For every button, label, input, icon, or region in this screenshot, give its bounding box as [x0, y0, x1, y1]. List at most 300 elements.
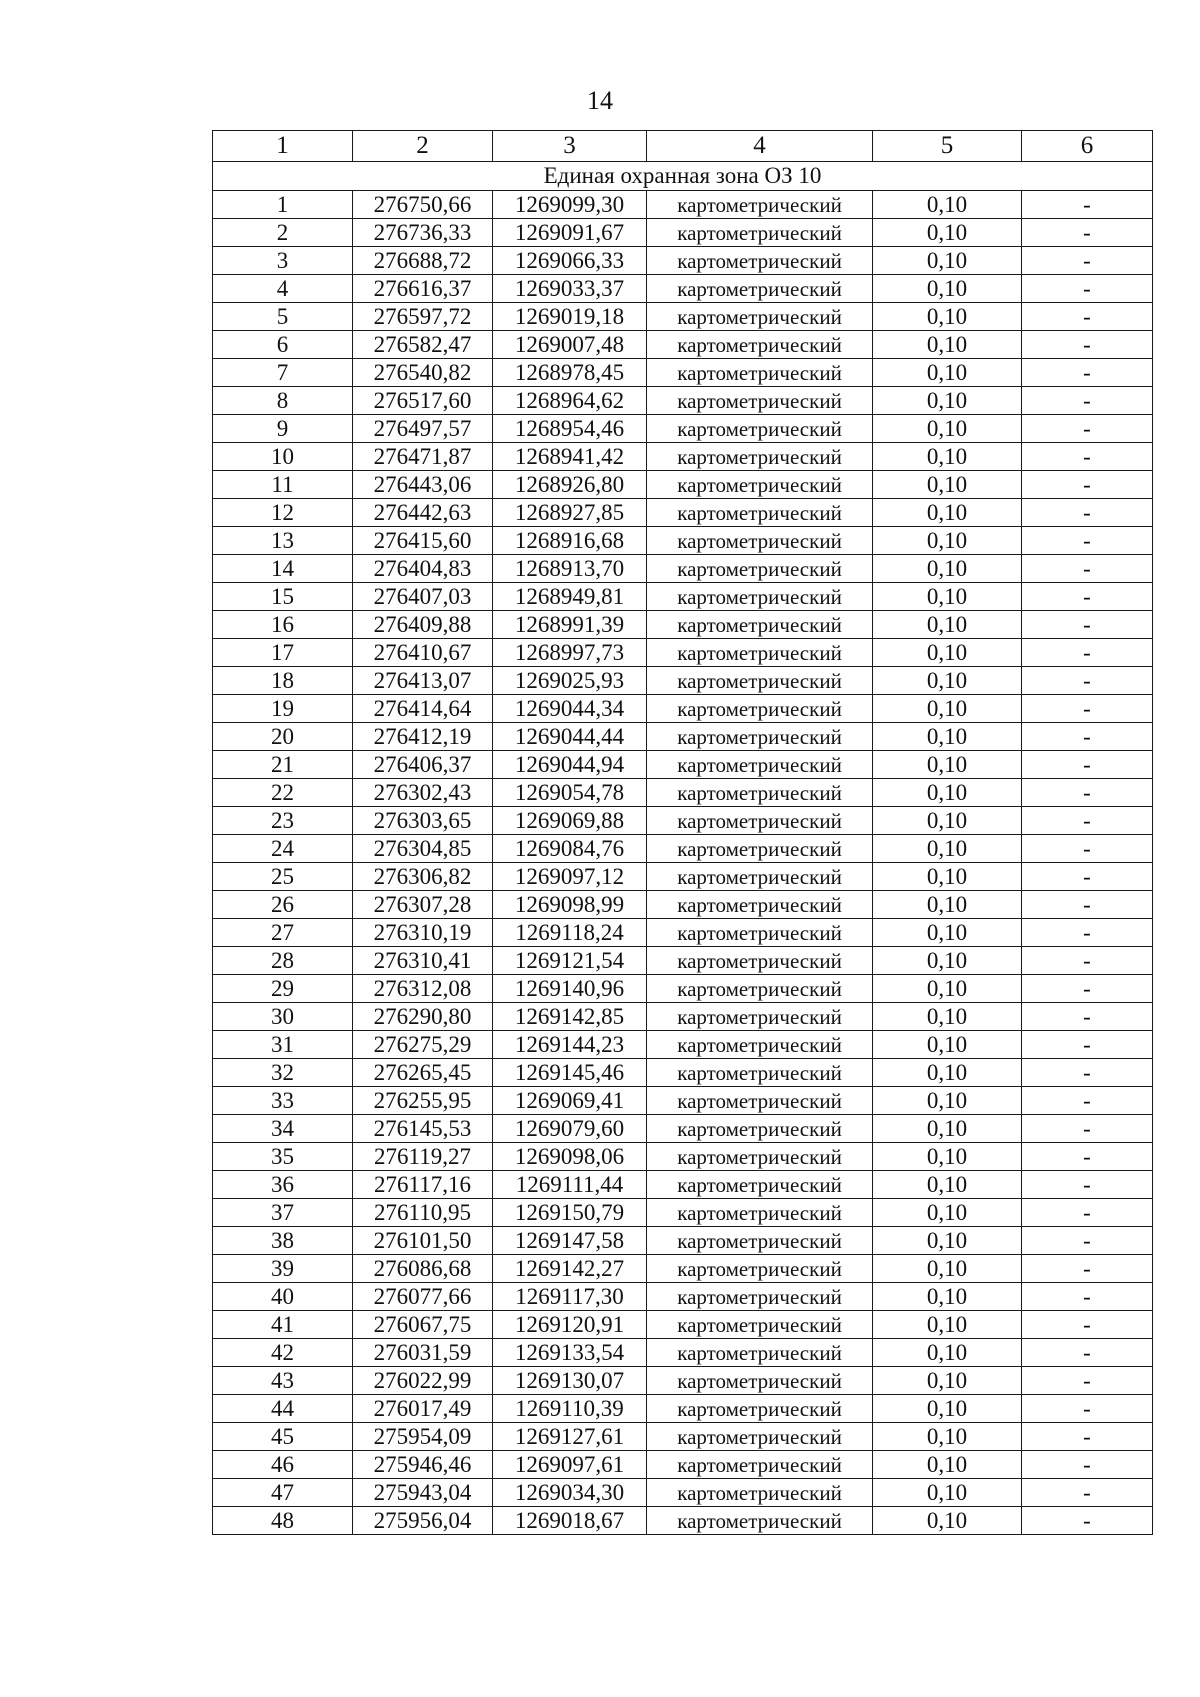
- accuracy-cell: 0,10: [873, 415, 1022, 443]
- x-coordinate-cell: 275956,04: [353, 1507, 493, 1535]
- point-number-cell: 8: [213, 387, 353, 415]
- accuracy-cell: 0,10: [873, 1423, 1022, 1451]
- note-cell: -: [1022, 919, 1153, 947]
- point-number-cell: 6: [213, 331, 353, 359]
- method-cell: картометрический: [647, 891, 873, 919]
- accuracy-cell: 0,10: [873, 275, 1022, 303]
- y-coordinate-cell: 1269066,33: [493, 247, 647, 275]
- point-number-cell: 14: [213, 555, 353, 583]
- table-row: [213, 331, 1153, 359]
- y-coordinate-cell: 1269084,76: [493, 835, 647, 863]
- x-coordinate-cell: 276688,72: [353, 247, 493, 275]
- note-cell: -: [1022, 499, 1153, 527]
- point-number-cell: 35: [213, 1143, 353, 1171]
- accuracy-cell: 0,10: [873, 1003, 1022, 1031]
- x-coordinate-cell: 276290,80: [353, 1003, 493, 1031]
- note-cell: -: [1022, 863, 1153, 891]
- y-coordinate-cell: 1269079,60: [493, 1115, 647, 1143]
- y-coordinate-cell: 1269099,30: [493, 191, 647, 219]
- point-number-cell: 9: [213, 415, 353, 443]
- note-cell: -: [1022, 1311, 1153, 1339]
- accuracy-cell: 0,10: [873, 219, 1022, 247]
- method-cell: картометрический: [647, 1423, 873, 1451]
- x-coordinate-cell: 276497,57: [353, 415, 493, 443]
- accuracy-cell: 0,10: [873, 443, 1022, 471]
- method-cell: картометрический: [647, 611, 873, 639]
- y-coordinate-cell: 1269054,78: [493, 779, 647, 807]
- method-cell: картометрический: [647, 1031, 873, 1059]
- table-row: [213, 975, 1153, 1003]
- y-coordinate-cell: 1269025,93: [493, 667, 647, 695]
- y-coordinate-cell: 1269007,48: [493, 331, 647, 359]
- x-coordinate-cell: 276415,60: [353, 527, 493, 555]
- y-coordinate-cell: 1269150,79: [493, 1199, 647, 1227]
- x-coordinate-cell: 276067,75: [353, 1311, 493, 1339]
- method-cell: картометрический: [647, 527, 873, 555]
- accuracy-cell: 0,10: [873, 639, 1022, 667]
- note-cell: -: [1022, 1199, 1153, 1227]
- y-coordinate-cell: 1269121,54: [493, 947, 647, 975]
- accuracy-cell: 0,10: [873, 191, 1022, 219]
- note-cell: -: [1022, 779, 1153, 807]
- note-cell: -: [1022, 1003, 1153, 1031]
- zone-title: Единая охранная зона ОЗ 10: [213, 162, 1153, 191]
- accuracy-cell: 0,10: [873, 247, 1022, 275]
- note-cell: -: [1022, 471, 1153, 499]
- note-cell: -: [1022, 1479, 1153, 1507]
- method-cell: картометрический: [647, 1143, 873, 1171]
- accuracy-cell: 0,10: [873, 331, 1022, 359]
- point-number-cell: 34: [213, 1115, 353, 1143]
- point-number-cell: 44: [213, 1395, 353, 1423]
- note-cell: -: [1022, 1227, 1153, 1255]
- y-coordinate-cell: 1269117,30: [493, 1283, 647, 1311]
- table-body: [213, 162, 1153, 1535]
- y-coordinate-cell: 1269111,44: [493, 1171, 647, 1199]
- y-coordinate-cell: 1269133,54: [493, 1339, 647, 1367]
- note-cell: -: [1022, 191, 1153, 219]
- table-row: [213, 1255, 1153, 1283]
- table-row: [213, 947, 1153, 975]
- accuracy-cell: 0,10: [873, 751, 1022, 779]
- method-cell: картометрический: [647, 863, 873, 891]
- x-coordinate-cell: 276031,59: [353, 1339, 493, 1367]
- coordinates-table: [212, 130, 1153, 1535]
- method-cell: картометрический: [647, 1395, 873, 1423]
- x-coordinate-cell: 276310,19: [353, 919, 493, 947]
- column-header-2: 2: [353, 131, 493, 162]
- y-coordinate-cell: 1269147,58: [493, 1227, 647, 1255]
- table-row: [213, 611, 1153, 639]
- note-cell: -: [1022, 583, 1153, 611]
- accuracy-cell: 0,10: [873, 919, 1022, 947]
- y-coordinate-cell: 1268941,42: [493, 443, 647, 471]
- zone-title-row: [213, 162, 1153, 191]
- note-cell: -: [1022, 667, 1153, 695]
- x-coordinate-cell: 276410,67: [353, 639, 493, 667]
- method-cell: картометрический: [647, 359, 873, 387]
- point-number-cell: 30: [213, 1003, 353, 1031]
- method-cell: картометрический: [647, 555, 873, 583]
- note-cell: -: [1022, 611, 1153, 639]
- y-coordinate-cell: 1269091,67: [493, 219, 647, 247]
- x-coordinate-cell: 276307,28: [353, 891, 493, 919]
- x-coordinate-cell: 276414,64: [353, 695, 493, 723]
- point-number-cell: 4: [213, 275, 353, 303]
- accuracy-cell: 0,10: [873, 723, 1022, 751]
- x-coordinate-cell: 276304,85: [353, 835, 493, 863]
- accuracy-cell: 0,10: [873, 779, 1022, 807]
- y-coordinate-cell: 1269130,07: [493, 1367, 647, 1395]
- y-coordinate-cell: 1268978,45: [493, 359, 647, 387]
- x-coordinate-cell: 276750,66: [353, 191, 493, 219]
- table-row: [213, 1339, 1153, 1367]
- x-coordinate-cell: 276022,99: [353, 1367, 493, 1395]
- table-row: [213, 191, 1153, 219]
- table-row: [213, 1423, 1153, 1451]
- y-coordinate-cell: 1268926,80: [493, 471, 647, 499]
- method-cell: картометрический: [647, 975, 873, 1003]
- point-number-cell: 2: [213, 219, 353, 247]
- point-number-cell: 32: [213, 1059, 353, 1087]
- note-cell: -: [1022, 835, 1153, 863]
- y-coordinate-cell: 1268954,46: [493, 415, 647, 443]
- x-coordinate-cell: 276582,47: [353, 331, 493, 359]
- point-number-cell: 47: [213, 1479, 353, 1507]
- table-row: [213, 751, 1153, 779]
- column-header-5: 5: [873, 131, 1022, 162]
- accuracy-cell: 0,10: [873, 835, 1022, 863]
- note-cell: -: [1022, 275, 1153, 303]
- note-cell: -: [1022, 219, 1153, 247]
- note-cell: -: [1022, 695, 1153, 723]
- y-coordinate-cell: 1268997,73: [493, 639, 647, 667]
- x-coordinate-cell: 276736,33: [353, 219, 493, 247]
- y-coordinate-cell: 1269097,61: [493, 1451, 647, 1479]
- x-coordinate-cell: 275946,46: [353, 1451, 493, 1479]
- point-number-cell: 28: [213, 947, 353, 975]
- accuracy-cell: 0,10: [873, 583, 1022, 611]
- point-number-cell: 20: [213, 723, 353, 751]
- point-number-cell: 29: [213, 975, 353, 1003]
- method-cell: картометрический: [647, 779, 873, 807]
- y-coordinate-cell: 1269044,34: [493, 695, 647, 723]
- point-number-cell: 5: [213, 303, 353, 331]
- method-cell: картометрический: [647, 219, 873, 247]
- x-coordinate-cell: 276119,27: [353, 1143, 493, 1171]
- point-number-cell: 25: [213, 863, 353, 891]
- x-coordinate-cell: 276412,19: [353, 723, 493, 751]
- table-row: [213, 1199, 1153, 1227]
- x-coordinate-cell: 276303,65: [353, 807, 493, 835]
- y-coordinate-cell: 1269019,18: [493, 303, 647, 331]
- accuracy-cell: 0,10: [873, 555, 1022, 583]
- table-row: [213, 1395, 1153, 1423]
- accuracy-cell: 0,10: [873, 527, 1022, 555]
- method-cell: картометрический: [647, 583, 873, 611]
- accuracy-cell: 0,10: [873, 1339, 1022, 1367]
- point-number-cell: 22: [213, 779, 353, 807]
- note-cell: -: [1022, 807, 1153, 835]
- x-coordinate-cell: 276302,43: [353, 779, 493, 807]
- point-number-cell: 36: [213, 1171, 353, 1199]
- note-cell: -: [1022, 359, 1153, 387]
- method-cell: картометрический: [647, 247, 873, 275]
- y-coordinate-cell: 1269098,06: [493, 1143, 647, 1171]
- y-coordinate-cell: 1269034,30: [493, 1479, 647, 1507]
- point-number-cell: 27: [213, 919, 353, 947]
- y-coordinate-cell: 1269033,37: [493, 275, 647, 303]
- note-cell: -: [1022, 247, 1153, 275]
- point-number-cell: 18: [213, 667, 353, 695]
- method-cell: картометрический: [647, 1283, 873, 1311]
- table-row: [213, 1059, 1153, 1087]
- y-coordinate-cell: 1269018,67: [493, 1507, 647, 1535]
- table-row: [213, 639, 1153, 667]
- accuracy-cell: 0,10: [873, 387, 1022, 415]
- note-cell: -: [1022, 415, 1153, 443]
- note-cell: -: [1022, 975, 1153, 1003]
- point-number-cell: 7: [213, 359, 353, 387]
- accuracy-cell: 0,10: [873, 975, 1022, 1003]
- point-number-cell: 43: [213, 1367, 353, 1395]
- point-number-cell: 23: [213, 807, 353, 835]
- method-cell: картометрический: [647, 303, 873, 331]
- table-row: [213, 275, 1153, 303]
- x-coordinate-cell: 276255,95: [353, 1087, 493, 1115]
- accuracy-cell: 0,10: [873, 1311, 1022, 1339]
- point-number-cell: 31: [213, 1031, 353, 1059]
- y-coordinate-cell: 1268964,62: [493, 387, 647, 415]
- method-cell: картометрический: [647, 275, 873, 303]
- note-cell: -: [1022, 723, 1153, 751]
- x-coordinate-cell: 276265,45: [353, 1059, 493, 1087]
- table-row: [213, 1031, 1153, 1059]
- point-number-cell: 48: [213, 1507, 353, 1535]
- y-coordinate-cell: 1268913,70: [493, 555, 647, 583]
- note-cell: -: [1022, 387, 1153, 415]
- note-cell: -: [1022, 1367, 1153, 1395]
- note-cell: -: [1022, 1423, 1153, 1451]
- method-cell: картометрический: [647, 947, 873, 975]
- table-row: [213, 415, 1153, 443]
- x-coordinate-cell: 276471,87: [353, 443, 493, 471]
- table-row: [213, 1227, 1153, 1255]
- accuracy-cell: 0,10: [873, 1087, 1022, 1115]
- x-coordinate-cell: 276101,50: [353, 1227, 493, 1255]
- method-cell: картометрический: [647, 1059, 873, 1087]
- note-cell: -: [1022, 1339, 1153, 1367]
- accuracy-cell: 0,10: [873, 1199, 1022, 1227]
- accuracy-cell: 0,10: [873, 1115, 1022, 1143]
- table-row: [213, 695, 1153, 723]
- note-cell: -: [1022, 1115, 1153, 1143]
- table-row: [213, 443, 1153, 471]
- point-number-cell: 10: [213, 443, 353, 471]
- point-number-cell: 16: [213, 611, 353, 639]
- accuracy-cell: 0,10: [873, 1395, 1022, 1423]
- note-cell: -: [1022, 1395, 1153, 1423]
- accuracy-cell: 0,10: [873, 891, 1022, 919]
- x-coordinate-cell: 276540,82: [353, 359, 493, 387]
- y-coordinate-cell: 1269069,41: [493, 1087, 647, 1115]
- accuracy-cell: 0,10: [873, 1143, 1022, 1171]
- y-coordinate-cell: 1268916,68: [493, 527, 647, 555]
- y-coordinate-cell: 1269098,99: [493, 891, 647, 919]
- note-cell: -: [1022, 1087, 1153, 1115]
- method-cell: картометрический: [647, 1479, 873, 1507]
- x-coordinate-cell: 276275,29: [353, 1031, 493, 1059]
- table-row: [213, 583, 1153, 611]
- method-cell: картометрический: [647, 1115, 873, 1143]
- x-coordinate-cell: 276306,82: [353, 863, 493, 891]
- table-row: [213, 247, 1153, 275]
- x-coordinate-cell: 276312,08: [353, 975, 493, 1003]
- method-cell: картометрический: [647, 1507, 873, 1535]
- x-coordinate-cell: 276404,83: [353, 555, 493, 583]
- note-cell: -: [1022, 1143, 1153, 1171]
- method-cell: картометрический: [647, 807, 873, 835]
- accuracy-cell: 0,10: [873, 1451, 1022, 1479]
- y-coordinate-cell: 1269069,88: [493, 807, 647, 835]
- x-coordinate-cell: 275943,04: [353, 1479, 493, 1507]
- method-cell: картометрический: [647, 1087, 873, 1115]
- note-cell: -: [1022, 1451, 1153, 1479]
- table-row: [213, 779, 1153, 807]
- column-header-6: 6: [1022, 131, 1153, 162]
- method-cell: картометрический: [647, 191, 873, 219]
- point-number-cell: 11: [213, 471, 353, 499]
- x-coordinate-cell: 276409,88: [353, 611, 493, 639]
- x-coordinate-cell: 276086,68: [353, 1255, 493, 1283]
- accuracy-cell: 0,10: [873, 303, 1022, 331]
- point-number-cell: 38: [213, 1227, 353, 1255]
- point-number-cell: 40: [213, 1283, 353, 1311]
- table-row: [213, 1143, 1153, 1171]
- table-row: [213, 471, 1153, 499]
- note-cell: -: [1022, 1059, 1153, 1087]
- note-cell: -: [1022, 1031, 1153, 1059]
- x-coordinate-cell: 276110,95: [353, 1199, 493, 1227]
- accuracy-cell: 0,10: [873, 1283, 1022, 1311]
- table-row: [213, 919, 1153, 947]
- method-cell: картометрический: [647, 1311, 873, 1339]
- y-coordinate-cell: 1268927,85: [493, 499, 647, 527]
- method-cell: картометрический: [647, 919, 873, 947]
- note-cell: -: [1022, 1171, 1153, 1199]
- accuracy-cell: 0,10: [873, 1255, 1022, 1283]
- table-row: [213, 1507, 1153, 1535]
- table-row: [213, 723, 1153, 751]
- point-number-cell: 42: [213, 1339, 353, 1367]
- note-cell: -: [1022, 443, 1153, 471]
- table-row: [213, 807, 1153, 835]
- accuracy-cell: 0,10: [873, 1227, 1022, 1255]
- method-cell: картометрический: [647, 387, 873, 415]
- table-row: [213, 1479, 1153, 1507]
- accuracy-cell: 0,10: [873, 695, 1022, 723]
- point-number-cell: 13: [213, 527, 353, 555]
- y-coordinate-cell: 1269142,85: [493, 1003, 647, 1031]
- method-cell: картометрический: [647, 331, 873, 359]
- table-header: [213, 131, 1153, 162]
- x-coordinate-cell: 276017,49: [353, 1395, 493, 1423]
- y-coordinate-cell: 1269118,24: [493, 919, 647, 947]
- table-row: [213, 1451, 1153, 1479]
- method-cell: картометрический: [647, 1171, 873, 1199]
- x-coordinate-cell: 276310,41: [353, 947, 493, 975]
- page-number: 14: [587, 86, 613, 115]
- y-coordinate-cell: 1268991,39: [493, 611, 647, 639]
- method-cell: картометрический: [647, 1255, 873, 1283]
- point-number-cell: 19: [213, 695, 353, 723]
- method-cell: картометрический: [647, 667, 873, 695]
- note-cell: -: [1022, 555, 1153, 583]
- note-cell: -: [1022, 1507, 1153, 1535]
- method-cell: картометрический: [647, 1367, 873, 1395]
- table-row: [213, 891, 1153, 919]
- point-number-cell: 3: [213, 247, 353, 275]
- note-cell: -: [1022, 303, 1153, 331]
- point-number-cell: 37: [213, 1199, 353, 1227]
- table-row: [213, 1367, 1153, 1395]
- method-cell: картометрический: [647, 471, 873, 499]
- note-cell: -: [1022, 751, 1153, 779]
- method-cell: картометрический: [647, 835, 873, 863]
- table-row: [213, 1115, 1153, 1143]
- point-number-cell: 12: [213, 499, 353, 527]
- table-row: [213, 359, 1153, 387]
- x-coordinate-cell: 276406,37: [353, 751, 493, 779]
- note-cell: -: [1022, 639, 1153, 667]
- column-header-4: 4: [647, 131, 873, 162]
- accuracy-cell: 0,10: [873, 667, 1022, 695]
- x-coordinate-cell: 276145,53: [353, 1115, 493, 1143]
- column-number-row: [213, 131, 1153, 162]
- point-number-cell: 15: [213, 583, 353, 611]
- column-header-3: 3: [493, 131, 647, 162]
- accuracy-cell: 0,10: [873, 1031, 1022, 1059]
- method-cell: картометрический: [647, 639, 873, 667]
- point-number-cell: 21: [213, 751, 353, 779]
- point-number-cell: 45: [213, 1423, 353, 1451]
- table-row: [213, 1171, 1153, 1199]
- y-coordinate-cell: 1269145,46: [493, 1059, 647, 1087]
- method-cell: картометрический: [647, 751, 873, 779]
- y-coordinate-cell: 1268949,81: [493, 583, 647, 611]
- method-cell: картометрический: [647, 443, 873, 471]
- y-coordinate-cell: 1269044,44: [493, 723, 647, 751]
- x-coordinate-cell: 276443,06: [353, 471, 493, 499]
- y-coordinate-cell: 1269044,94: [493, 751, 647, 779]
- table-row: [213, 527, 1153, 555]
- note-cell: -: [1022, 1255, 1153, 1283]
- x-coordinate-cell: 276517,60: [353, 387, 493, 415]
- note-cell: -: [1022, 891, 1153, 919]
- accuracy-cell: 0,10: [873, 807, 1022, 835]
- method-cell: картометрический: [647, 1339, 873, 1367]
- table-row: [213, 1311, 1153, 1339]
- table-row: [213, 303, 1153, 331]
- x-coordinate-cell: 276407,03: [353, 583, 493, 611]
- method-cell: картометрический: [647, 1227, 873, 1255]
- accuracy-cell: 0,10: [873, 1367, 1022, 1395]
- table-row: [213, 387, 1153, 415]
- x-coordinate-cell: 276616,37: [353, 275, 493, 303]
- y-coordinate-cell: 1269097,12: [493, 863, 647, 891]
- x-coordinate-cell: 276597,72: [353, 303, 493, 331]
- method-cell: картометрический: [647, 499, 873, 527]
